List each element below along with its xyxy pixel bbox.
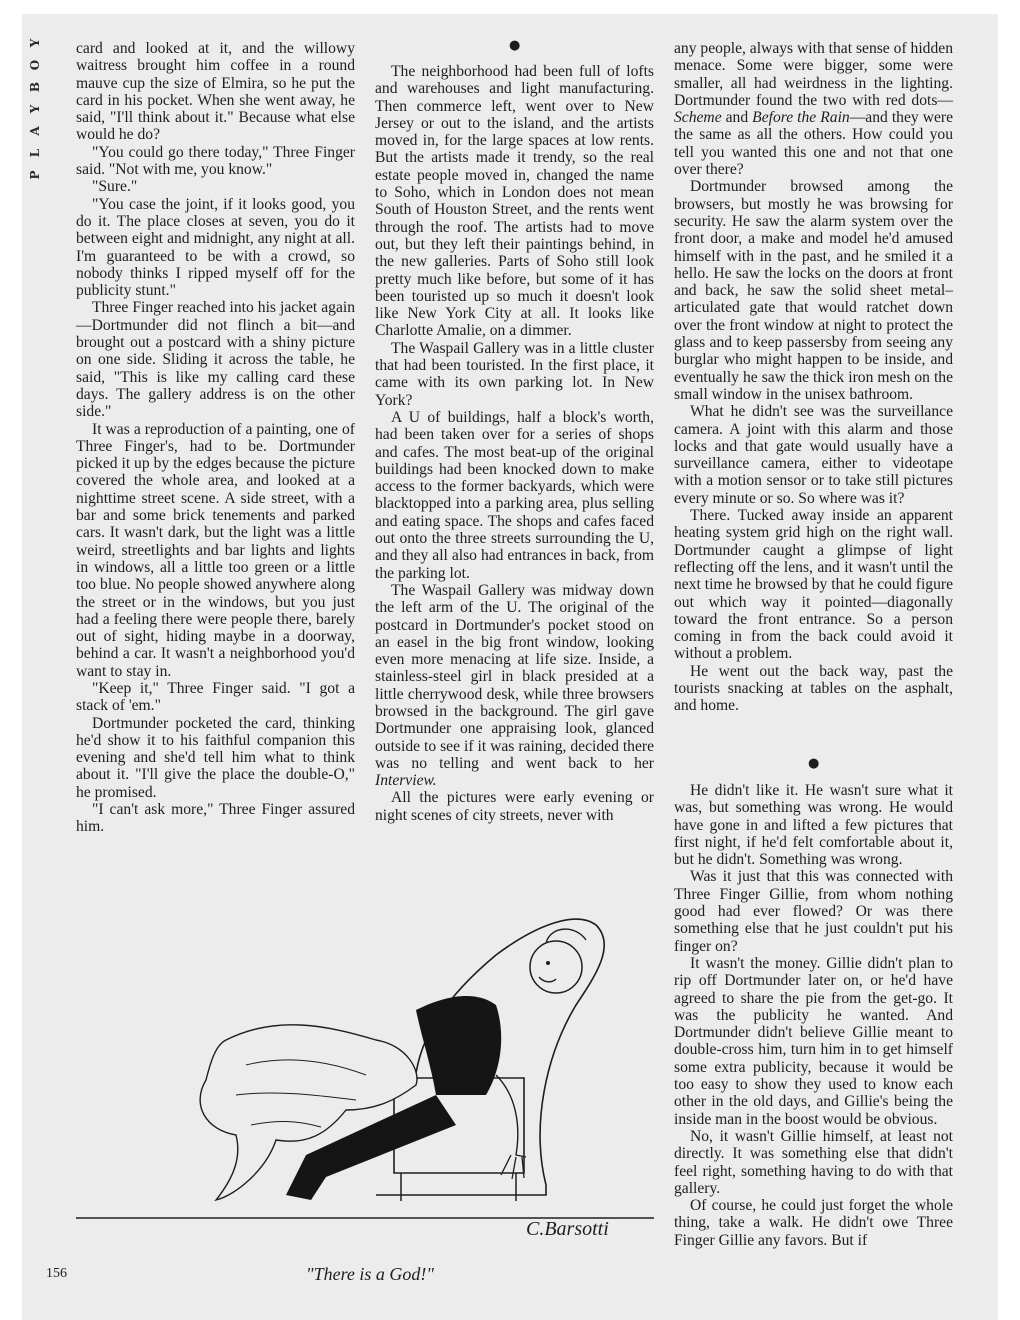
head-drawing: [530, 941, 582, 993]
eye-drawing: [546, 961, 550, 965]
paragraph: The Waspail Gallery was in a little cluster that had been touristed. In the first place, it came with its own parking lot. In New York?: [375, 339, 654, 409]
paragraph: card and looked at it, and the willowy waitress brought him coffee in a round mauve cup the size of Elmira, so he put the card in his pocket. When she went away, he said, "I'll think about it." Because what else would he do?: [76, 40, 355, 144]
sidebar-letter: Y: [28, 38, 42, 48]
sidebar-letter: O: [28, 59, 42, 71]
paragraph: Three Finger reached into his jacket again—Dortmunder did not flinch a bit—and brought out a postcard with a shiny picture on one side. Sliding it across the table, he said, "This is like my calling card these days. The gallery address is on the other side.": [76, 299, 355, 421]
paragraph: Was it just that this was connected with Three Finger Gillie, from whom nothing good had ever flowed? Or was there something else that he just couldn't put his finger on?: [674, 868, 953, 955]
paragraph: A U of buildings, half a block's worth, had been taken over for a series of shops and cafes. The most beat-up of the original buildings had been knocked down to make access to the former backyards, which were blacktopped into a parking area, plus selling and eating space. The shops and cafes faced out onto the three streets surrounding the U, and they all also had entrances in back, from the parking lot.: [375, 408, 654, 582]
paragraph: Of course, he could just forget the whole thing, take a walk. He didn't owe Three Finger Gillie any favors. But if: [674, 1197, 953, 1249]
paragraph: It wasn't the money. Gillie didn't plan to rip off Dortmunder later on, or he'd have agreed to share the pie from the get-go. It was the publicity he wanted. And Dortmunder didn't believe Gillie meant to double-cross him, turn him in to get himself some extra publicity, because it would be too easy to show they used to know each other in the old days, and Gillie's being the inside man in the boost would be obvious.: [674, 954, 953, 1128]
paragraph: He didn't like it. He wasn't sure what it was, but something was wrong. He would have gone in and lifted a few pictures that first night, if he'd felt comfortable about it, but he didn't. Something was wrong.: [674, 782, 953, 869]
paragraph: It was a reproduction of a painting, one of Three Finger's, had to be. Dortmunder picked it up by the edges because the picture covered the whole area, and looked at a nighttime street scene. A side street, with a bar and some brick tenements and parked cars. It wasn't dark, but the light was a little weird, streetlights and bar lights and lights in windows, all a little too green or a little too blue. No people showed anywhere along the street or in the windows, but you just had a feeling there were people there, barely out of sight, hiding maybe in a doorway, behind a car. It wasn't a neighborhood you'd want to stay in.: [76, 420, 355, 680]
column-2: [375, 63, 654, 824]
paragraph: [375, 582, 654, 790]
sidebar-letter: B: [28, 81, 42, 93]
paragraph: All the pictures were early evening or night scenes of city streets, never with: [375, 789, 654, 824]
paragraph: No, it wasn't Gillie himself, at least not directly. It was something else that didn't feel right, something having to do with that gallery.: [674, 1127, 953, 1197]
section-break-bullet: ●: [509, 38, 521, 53]
cartoon-caption: "There is a God!": [306, 1264, 434, 1284]
paragraph: "Keep it," Three Finger said. "I got a stack of 'em.": [76, 679, 355, 715]
sidebar-letter: Y: [28, 104, 42, 114]
paragraph: Dortmunder browsed among the browsers, but mostly he was browsing for security. He saw the alarm system over the front door, a make and model he'd amused himself with in the past, and he smiled it a hello. He saw the locks on the doors at front and back, he saw the solid sheet metal–articulated gate that would ratchet down over the front window at night to protect the glass and to keep passersby from seeing any burglar who might happen to be inside, and eventually he saw the thick iron mesh on the small window in the unisex bathroom.: [674, 178, 953, 403]
section-break-bullet: ●: [808, 756, 820, 771]
sidebar-letter: A: [28, 126, 42, 136]
paragraph: "I can't ask more," Three Finger assured him.: [76, 801, 355, 836]
paragraph-text: any people, always with that sense of hidden menace. Some were bigger, some were smaller, all had weirdness in the lighting. Dortmunder found the two with red dots—: [674, 40, 953, 109]
sidebar-letter: L: [28, 148, 42, 158]
paragraph: "Sure.": [92, 178, 138, 196]
painting-title: Scheme: [674, 109, 722, 127]
column-1: [76, 40, 355, 836]
painting-title: Before the Rain: [752, 109, 850, 127]
cartoon-illustration: [76, 895, 654, 1240]
paragraph-text: —and they were the same as all the others. How could you tell you wanted this one and not that one over there?: [674, 109, 953, 179]
paragraph: "You could go there today," Three Finger said. "Not with me, you know.": [76, 143, 355, 179]
paragraph-text: The Waspail Gallery was midway down the left arm of the U. The original of the postcard in Dortmunder's pocket stood on an easel in the big front window, looking even more menacing at life size. Inside, a stainless-steel girl in black presided at a little cherrywood desk, while three browsers browsed in the background. The girl gave Dortmunder one appraising look, glanced outside to see if it was raining, decided there was no telling and went back to her: [375, 581, 654, 772]
sidebar-letter: P: [28, 170, 42, 180]
paragraph: [674, 40, 953, 178]
column-3: [674, 40, 953, 715]
paragraph: What he didn't see was the surveillance camera. A joint with this alarm and those locks and that gate would usually have a surveillance camera, either to videotape with a motion sensor or to take still pictures every minute or so. So where was it?: [674, 403, 953, 507]
page-number: 156: [46, 1266, 67, 1281]
magazine-name-vertical: [22, 32, 48, 186]
paragraph: The neighborhood had been full of lofts and warehouses and light manufacturing. Then commerce left, went over to New Jersey or out to the island, and the artists moved in, for the large spaces at low rents. But the artists made it trendy, so the real estate people moved in, changed the name to Soho, which in London does not mean South of Houston Street, and the rents went through the roof. The artists had to move out, but they left their paintings behind, in the new galleries. Parts of Soho still look pretty much like before, but some of it has been touristed up so much it doesn't look like New York City at all. It looks like Charlotte Amalie, on a dimmer.: [375, 63, 654, 340]
paragraph: There. Tucked away inside an apparent heating system grid high on the right wall. Dortmunder caught a glimpse of light reflecting off the lens, and it wasn't until the next time he browsed by that he could figure out which way it pointed—diagonally toward the front entrance. So a person coming in from the back could avoid it without a problem.: [674, 507, 953, 663]
paragraph-text: and: [721, 109, 753, 127]
paragraph: He went out the back way, past the tourists snacking at tables on the asphalt, and home.: [674, 662, 953, 715]
paragraph: "You case the joint, if it looks good, you do it. The place closes at seven, you do it between eight and midnight, any night at all. I'm guaranteed to be with a crowd, so nobody thinks I ripped myself off for the publicity stunt.": [76, 195, 355, 300]
magazine-title-italic: Interview.: [375, 772, 437, 790]
artist-signature: C.Barsotti: [526, 1218, 609, 1240]
column-3-continued: [674, 782, 953, 1249]
paragraph: Dortmunder pocketed the card, thinking he'd show it to his faithful companion this evening and she'd tell him what to think about it. "I'll give the place the double-O," he promised.: [76, 714, 355, 801]
